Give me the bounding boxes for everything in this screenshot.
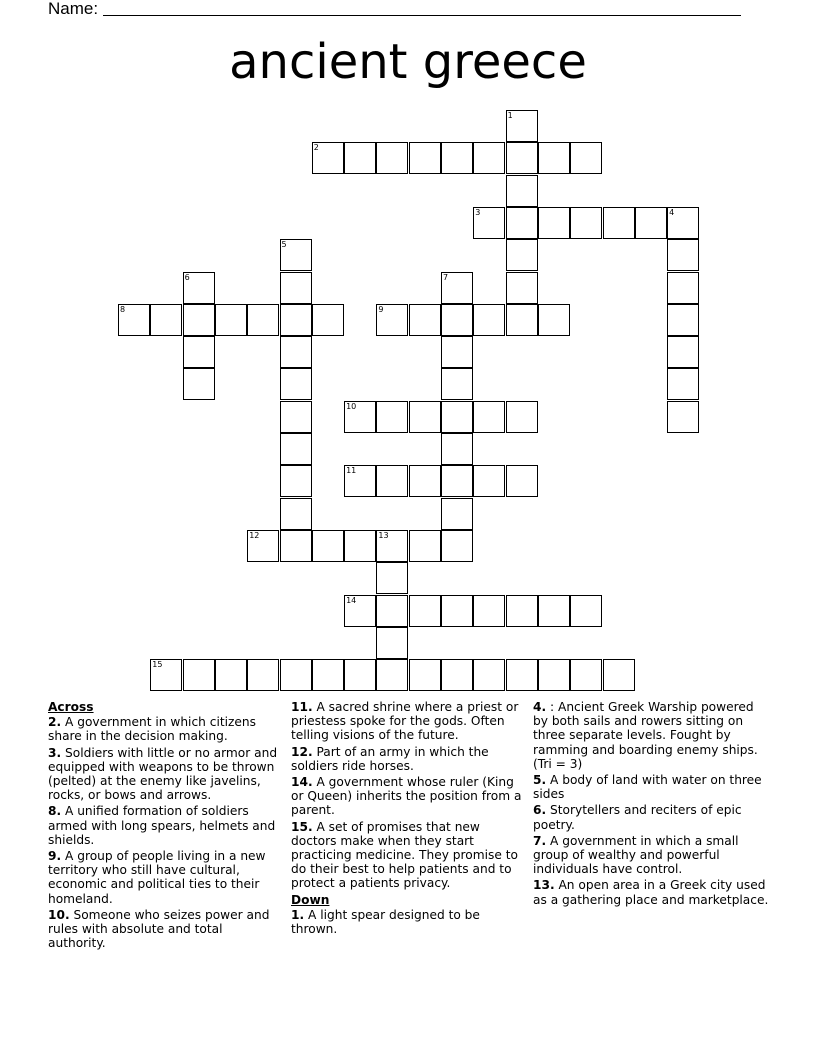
grid-cell[interactable] — [280, 368, 312, 400]
clue-text: A group of people living in a new territory who still have cultural, economic and political ties to their homeland. — [48, 849, 266, 906]
clue-number: 6. — [533, 803, 547, 818]
clue-down-13 — [533, 878, 769, 906]
grid-cell[interactable] — [280, 336, 312, 368]
clue-text: A body of land with water on three sides — [533, 773, 762, 802]
grid-cell[interactable] — [506, 272, 538, 304]
grid-cell[interactable] — [183, 659, 215, 691]
grid-cell[interactable] — [506, 207, 538, 239]
grid-cell[interactable] — [376, 659, 408, 691]
clue-number: 2. — [48, 715, 62, 730]
grid-cell[interactable] — [635, 207, 667, 239]
grid-cell[interactable] — [183, 272, 215, 304]
clue-down-1 — [291, 908, 527, 936]
clue-number: 10. — [48, 907, 70, 922]
clue-across-15 — [291, 820, 527, 891]
grid-cell[interactable] — [667, 272, 699, 304]
grid-cell[interactable] — [247, 530, 279, 562]
clue-text: Part of an army in which the soldiers ride horses. — [291, 744, 489, 773]
grid-cell[interactable] — [441, 142, 473, 174]
grid-cell[interactable] — [280, 659, 312, 691]
grid-cell[interactable] — [344, 401, 376, 433]
grid-cell[interactable] — [376, 530, 408, 562]
grid-cell[interactable] — [538, 595, 570, 627]
grid-cell[interactable] — [506, 401, 538, 433]
grid-cell[interactable] — [538, 142, 570, 174]
grid-cell[interactable] — [441, 401, 473, 433]
clue-number-label: 3 — [475, 207, 481, 217]
clue-down-5 — [533, 773, 769, 801]
grid-cell[interactable] — [215, 304, 247, 336]
clue-across-3 — [48, 746, 283, 803]
grid-cell[interactable] — [667, 239, 699, 271]
grid-cell[interactable] — [344, 142, 376, 174]
clue-number-label: 7 — [443, 272, 449, 282]
grid-cell[interactable] — [409, 304, 441, 336]
clue-number-label: 15 — [152, 660, 163, 670]
grid-cell[interactable] — [667, 336, 699, 368]
clue-text: A set of promises that new doctors make when they start practicing medicine. They promise to do their best to help patients and to protect a patients privacy. — [291, 819, 518, 891]
grid-cell[interactable] — [247, 304, 279, 336]
clue-number-label: 10 — [346, 401, 357, 411]
grid-cell[interactable] — [409, 659, 441, 691]
grid-cell[interactable] — [409, 401, 441, 433]
grid-cell[interactable] — [667, 368, 699, 400]
grid-cell[interactable] — [473, 142, 505, 174]
grid-cell[interactable] — [376, 142, 408, 174]
clue-across-12 — [291, 745, 527, 773]
grid-cell[interactable] — [473, 401, 505, 433]
grid-cell[interactable] — [376, 304, 408, 336]
clue-across-11 — [291, 700, 527, 743]
grid-cell[interactable] — [280, 401, 312, 433]
clue-text: A unified formation of soldiers armed with long spears, helmets and shields. — [48, 804, 276, 847]
clue-number: 15. — [291, 819, 313, 834]
clue-down-4 — [533, 700, 769, 771]
clue-text: : Ancient Greek Warship powered by both sails and rowers sitting on three separate levels. Fought by ramming and boarding enemy ships. (Tri = 3) — [533, 700, 758, 771]
grid-cell[interactable] — [441, 595, 473, 627]
clue-across-8 — [48, 804, 283, 847]
grid-cell[interactable] — [570, 142, 602, 174]
grid-cell[interactable] — [506, 239, 538, 271]
grid-cell[interactable] — [376, 627, 408, 659]
clue-number-label: 4 — [669, 207, 675, 217]
grid-cell[interactable] — [376, 465, 408, 497]
grid-cell[interactable] — [667, 207, 699, 239]
grid-cell[interactable] — [441, 433, 473, 465]
clue-number-label: 2 — [313, 143, 319, 153]
clue-text: A government whose ruler (King or Queen) inherits the position from a parent. — [291, 775, 522, 818]
clue-text: A light spear designed to be thrown. — [291, 907, 480, 937]
grid-cell[interactable] — [409, 595, 441, 627]
grid-cell[interactable] — [570, 207, 602, 239]
grid-cell[interactable] — [312, 659, 344, 691]
grid-cell[interactable] — [280, 239, 312, 271]
grid-cell[interactable] — [441, 498, 473, 530]
grid-cell[interactable] — [409, 142, 441, 174]
grid-cell[interactable] — [280, 498, 312, 530]
clue-down-7 — [533, 834, 769, 877]
grid-cell[interactable] — [506, 465, 538, 497]
grid-cell[interactable] — [280, 304, 312, 336]
grid-cell[interactable] — [312, 530, 344, 562]
grid-cell[interactable] — [441, 336, 473, 368]
grid-cell[interactable] — [441, 530, 473, 562]
grid-cell[interactable] — [280, 530, 312, 562]
grid-cell[interactable] — [473, 304, 505, 336]
grid-cell[interactable] — [473, 465, 505, 497]
clues-column-3 — [533, 700, 769, 909]
grid-cell[interactable] — [247, 659, 279, 691]
grid-cell[interactable] — [215, 659, 247, 691]
clue-text: Storytellers and reciters of epic poetry. — [533, 803, 742, 832]
clue-number: 14. — [291, 775, 313, 790]
puzzle-title: ancient greece — [229, 34, 587, 90]
clue-number: 12. — [291, 744, 313, 759]
grid-cell[interactable] — [473, 595, 505, 627]
grid-cell[interactable] — [603, 659, 635, 691]
grid-cell[interactable] — [506, 175, 538, 207]
grid-cell[interactable] — [570, 595, 602, 627]
clue-number-label: 11 — [346, 466, 357, 476]
grid-cell[interactable] — [183, 304, 215, 336]
grid-cell[interactable] — [473, 659, 505, 691]
clue-number: 13. — [533, 878, 555, 893]
grid-cell[interactable] — [183, 368, 215, 400]
clues-column-2 — [291, 700, 527, 938]
grid-cell[interactable] — [473, 207, 505, 239]
grid-cell[interactable] — [441, 465, 473, 497]
grid-cell[interactable] — [506, 659, 538, 691]
clue-number-label: 13 — [378, 530, 389, 540]
grid-cell[interactable] — [441, 304, 473, 336]
clues-column-1 — [48, 700, 283, 952]
clue-across-9 — [48, 849, 283, 906]
grid-cell[interactable] — [344, 530, 376, 562]
clue-number: 11. — [291, 700, 313, 714]
grid-cell[interactable] — [667, 304, 699, 336]
clue-across-10 — [48, 908, 283, 951]
grid-cell[interactable] — [376, 401, 408, 433]
clue-number: 1. — [291, 907, 305, 922]
clue-across-14 — [291, 775, 527, 818]
grid-cell[interactable] — [603, 207, 635, 239]
grid-cell[interactable] — [344, 659, 376, 691]
grid-cell[interactable] — [570, 659, 602, 691]
clue-number: 3. — [48, 745, 62, 760]
clue-number: 4. — [533, 700, 547, 714]
clue-down-6 — [533, 803, 769, 831]
grid-cell[interactable] — [538, 304, 570, 336]
clue-across-2 — [48, 715, 283, 743]
across-heading: Across — [48, 700, 94, 714]
grid-cell[interactable] — [409, 465, 441, 497]
grid-cell[interactable] — [441, 368, 473, 400]
grid-cell[interactable] — [312, 304, 344, 336]
clue-number: 9. — [48, 849, 62, 864]
grid-cell[interactable] — [280, 465, 312, 497]
grid-cell[interactable] — [150, 304, 182, 336]
grid-cell[interactable] — [280, 272, 312, 304]
clue-number-label: 9 — [378, 304, 384, 314]
grid-cell[interactable] — [506, 304, 538, 336]
grid-cell[interactable] — [506, 595, 538, 627]
grid-cell[interactable] — [376, 562, 408, 594]
grid-cell[interactable] — [376, 595, 408, 627]
grid-cell[interactable] — [441, 659, 473, 691]
grid-cell[interactable] — [538, 207, 570, 239]
down-heading: Down — [291, 892, 330, 907]
grid-cell[interactable] — [344, 595, 376, 627]
grid-cell[interactable] — [312, 142, 344, 174]
grid-cell[interactable] — [506, 110, 538, 142]
clue-text: A sacred shrine where a priest or priestess spoke for the gods. Often telling visions of the future. — [291, 700, 519, 743]
name-label: Name: — [48, 0, 99, 18]
grid-cell[interactable] — [183, 336, 215, 368]
clue-number-label: 14 — [346, 595, 357, 605]
grid-cell[interactable] — [538, 659, 570, 691]
clue-number-label: 6 — [184, 272, 190, 282]
clue-text: Soldiers with little or no armor and equipped with weapons to be thrown (pelted) at the enemy like javelins, rocks, or bows and arrows. — [48, 745, 278, 803]
clue-number-label: 8 — [120, 304, 126, 314]
grid-cell[interactable] — [280, 433, 312, 465]
grid-cell[interactable] — [441, 272, 473, 304]
clue-text: A government in which citizens share in the decision making. — [48, 715, 256, 744]
clue-text: Someone who seizes power and rules with absolute and total authority. — [48, 907, 270, 951]
clue-number-label: 1 — [507, 111, 513, 120]
grid-cell[interactable] — [667, 401, 699, 433]
clue-number: 5. — [533, 773, 547, 788]
grid-cell[interactable] — [150, 659, 182, 691]
grid-cell[interactable] — [344, 465, 376, 497]
clue-number-label: 12 — [249, 530, 260, 540]
grid-cell[interactable] — [118, 304, 150, 336]
clue-text: A government in which a small group of wealthy and powerful individuals have control. — [533, 833, 739, 877]
clue-text: An open area in a Greek city used as a gathering place and marketplace. — [533, 878, 769, 907]
grid-cell[interactable] — [506, 142, 538, 174]
clue-number: 8. — [48, 804, 62, 819]
grid-cell[interactable] — [409, 530, 441, 562]
clue-number: 7. — [533, 833, 547, 848]
clue-number-label: 5 — [281, 240, 287, 250]
